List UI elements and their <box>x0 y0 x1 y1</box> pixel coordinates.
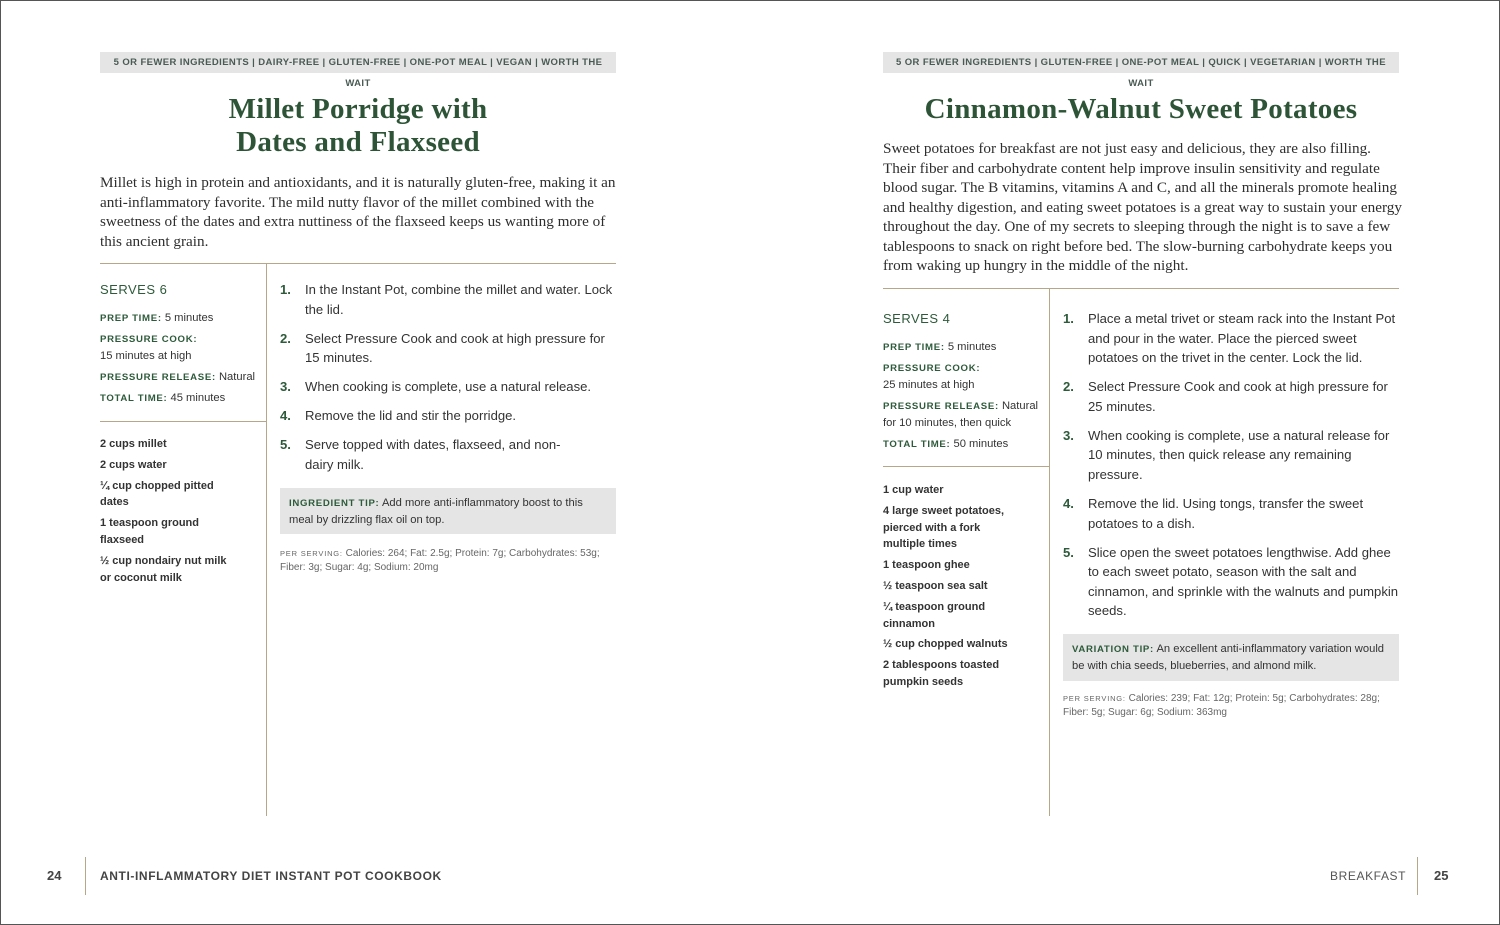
recipe-tags: 5 OR FEWER INGREDIENTS | GLUTEN-FREE | ONE-POT MEAL | QUICK | VEGETARIAN | WORTH THE WAIT <box>883 52 1399 73</box>
nutrition-text: Calories: 264; Fat: 2.5g; Protein: 7g; Carbohydrates: 53g; Fiber: 3g; Sugar: 4g; Sodium: 20mg <box>280 548 600 573</box>
step-text: Select Pressure Cook and cook at high pressure for 15 minutes. <box>305 330 605 366</box>
ingredient-item: 4 large sweet potatoes, pierced with a fork multiple times <box>883 504 1005 551</box>
footer-divider <box>85 857 86 895</box>
step-text: Slice open the sweet potatoes lengthwise. Add ghee to each sweet potato, season with the salt and cinnamon, and sprinkle with the walnuts and pumpkin seeds. <box>1088 544 1399 619</box>
step-text: Serve topped with dates, flaxseed, and non-dairy milk. <box>305 437 561 472</box>
ingredient-item: 2 cups millet <box>100 438 167 450</box>
instruction-step <box>1063 377 1399 416</box>
ingredient-item: ½ cup chopped walnuts <box>883 638 1008 651</box>
step-text: Remove the lid and stir the porridge. <box>305 408 517 424</box>
serves: SERVES 4 <box>883 311 951 326</box>
pressure-cook-label: PRESSURE COOK: <box>883 363 981 374</box>
ingredient-list <box>100 436 232 590</box>
instruction-list <box>1063 309 1399 630</box>
section-name: BREAKFAST <box>1330 869 1407 883</box>
total-time-label: TOTAL TIME: <box>100 393 168 404</box>
pressure-release-value: Natural <box>218 371 256 383</box>
right-page <box>750 0 1500 925</box>
total-time-label: TOTAL TIME: <box>883 439 951 450</box>
recipe-title: Cinnamon-Walnut Sweet Potatoes <box>924 93 1358 125</box>
divider <box>883 288 1399 289</box>
variation-tip <box>1063 634 1399 681</box>
tip-text: An excellent anti-inflammatory variation would be with chia seeds, blueberries, and almond milk. <box>1072 643 1385 672</box>
instruction-list <box>280 280 618 484</box>
column-divider <box>1049 289 1050 816</box>
nutrition-label: PER SERVING: <box>280 549 343 558</box>
recipe-intro: Millet is high in protein and antioxidants, and it is naturally gluten-free, making it an anti-inflammatory favorite. The mild nutty flavor of the millet combined with the sweetness of the dates and extra nuttiness of the flaxseed keeps us wanting more of this ancient grain. <box>100 174 616 250</box>
total-time <box>883 436 1045 453</box>
pressure-release-label: PRESSURE RELEASE: <box>100 372 216 383</box>
instruction-step <box>1063 309 1399 368</box>
instruction-step <box>1063 543 1399 621</box>
footer-divider <box>1417 857 1418 895</box>
pressure-cook-value: 15 minutes at high <box>100 350 192 362</box>
pressure-release <box>100 369 262 386</box>
instruction-step <box>280 435 618 474</box>
instruction-step <box>1063 494 1399 533</box>
ingredient-item: 2 cups water <box>100 458 167 471</box>
prep-time-label: PREP TIME: <box>100 313 162 324</box>
divider <box>883 466 1049 467</box>
step-text: In the Instant Pot, combine the millet and water. Lock the lid. <box>305 282 613 317</box>
instruction-step <box>280 329 618 368</box>
recipe-intro: Sweet potatoes for breakfast are not just easy and delicious, they are also filling. Their fiber and carbohydrate content help improve insulin sensitivity and regulate blood sugar. The B vitamins, vitamins A and C, and all the minerals promote healing and healthy digestion, and eating sweet potatoes is a great way to sustain your energy throughout the day. One of my secrets to sleeping through the night is to save a few tablespoons to snack on right before bed. The slow-burning carbohydrate keeps you from waking up hungry in the middle of the night. <box>883 140 1402 274</box>
recipe-times <box>100 310 262 411</box>
ingredient-item: ½ cup nondairy nut milk or coconut milk <box>100 554 227 584</box>
recipe-title-line: Millet Porridge with <box>228 93 488 125</box>
page-number: 25 <box>1434 868 1449 883</box>
step-number: 3. <box>1063 427 1074 443</box>
nutrition-text: Calories: 239; Fat: 12g; Protein: 5g; Carbohydrates: 28g; Fiber: 5g; Sugar: 6g; Sodium: 363mg <box>1063 693 1380 718</box>
divider <box>100 421 266 422</box>
prep-time-value: 5 minutes <box>947 341 997 353</box>
recipe-tags: 5 OR FEWER INGREDIENTS | DAIRY-FREE | GLUTEN-FREE | ONE-POT MEAL | VEGAN | WORTH THE WAIT <box>100 52 616 73</box>
instruction-step <box>280 280 618 319</box>
recipe-title <box>100 93 616 159</box>
step-text: When cooking is complete, use a natural release for 10 minutes, then quick release any remaining pressure. <box>1088 427 1390 482</box>
nutrition-info <box>280 547 616 575</box>
ingredient-item: 2 tablespoons toasted pumpkin seeds <box>883 659 1000 688</box>
ingredient-item: ¼ cup chopped pitted dates <box>100 479 214 509</box>
prep-time <box>883 339 1045 356</box>
step-number: 1. <box>1063 311 1074 326</box>
ingredient-tip <box>280 488 616 534</box>
pressure-release-label: PRESSURE RELEASE: <box>883 401 999 412</box>
column-divider <box>266 264 267 816</box>
step-number: 2. <box>1063 379 1074 395</box>
total-time-value: 50 minutes <box>953 438 1009 450</box>
divider <box>100 263 616 264</box>
serves: SERVES 6 <box>100 282 168 297</box>
step-number: 1. <box>280 282 291 297</box>
pressure-cook <box>100 331 262 365</box>
ingredient-list <box>883 482 1023 695</box>
book-title: ANTI-INFLAMMATORY DIET INSTANT POT COOKBOOK <box>100 869 442 883</box>
recipe-times <box>883 339 1045 457</box>
prep-time <box>100 310 262 327</box>
pressure-release <box>883 398 1045 432</box>
total-time-value: 45 minutes <box>170 392 226 404</box>
recipe-title-line: Dates and Flaxseed <box>236 126 480 158</box>
step-number: 5. <box>1063 544 1074 560</box>
total-time <box>100 390 262 407</box>
ingredient-item: ½ teaspoon sea salt <box>883 579 988 592</box>
instruction-step <box>280 406 618 426</box>
step-number: 4. <box>280 408 291 424</box>
instruction-step <box>280 377 618 397</box>
step-text: When cooking is complete, use a natural release. <box>305 379 592 395</box>
instruction-step <box>1063 426 1399 485</box>
nutrition-info <box>1063 692 1399 720</box>
pressure-release-value: Natural for 10 minutes, then quick <box>883 400 1039 429</box>
pressure-cook <box>883 360 1045 394</box>
pressure-cook-label: PRESSURE COOK: <box>100 334 198 345</box>
step-number: 5. <box>280 437 291 453</box>
prep-time-value: 5 minutes <box>164 312 214 324</box>
page-number: 24 <box>47 868 62 883</box>
step-number: 3. <box>280 379 291 395</box>
step-number: 2. <box>280 330 291 346</box>
step-number: 4. <box>1063 495 1074 511</box>
tip-label: INGREDIENT TIP: <box>289 498 380 509</box>
pressure-cook-value: 25 minutes at high <box>883 379 975 391</box>
step-text: Place a metal trivet or steam rack into the Instant Pot and pour in the water. Place the pierced sweet potatoes on the trivet in the center. Lock the lid. <box>1088 311 1396 366</box>
step-text: Remove the lid. Using tongs, transfer the sweet potatoes to a dish. <box>1088 495 1364 531</box>
tip-text: Add more anti-inflammatory boost to this meal by drizzling flax oil on top. <box>289 497 583 526</box>
ingredient-item: 1 cup water <box>883 484 944 496</box>
prep-time-label: PREP TIME: <box>883 342 945 353</box>
ingredient-item: 1 teaspoon ghee <box>883 559 970 572</box>
nutrition-label: PER SERVING: <box>1063 694 1126 703</box>
ingredient-item: 1 teaspoon ground flaxseed <box>100 517 199 546</box>
step-text: Select Pressure Cook and cook at high pressure for 25 minutes. <box>1088 379 1388 414</box>
ingredient-item: ¼ teaspoon ground cinnamon <box>883 600 986 630</box>
tip-label: VARIATION TIP: <box>1072 644 1154 655</box>
